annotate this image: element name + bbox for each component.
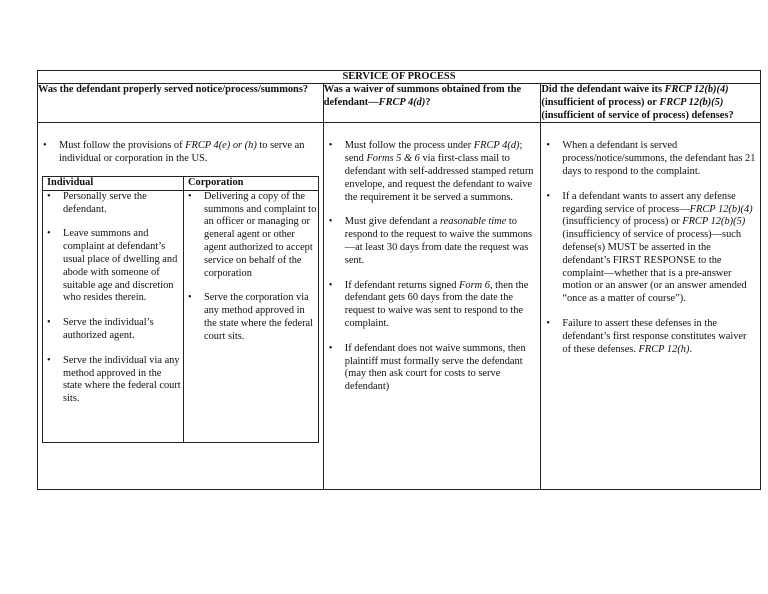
list-item: • Must follow the process under FRCP 4(d); send Forms 5 & 6 via first-class mail to defendant with self-addressed stamped return envelope, and request the defendant to waive the requirement it be served a summons. [324, 140, 537, 204]
individual-methods [43, 190, 184, 442]
list-item: • Personally serve the defendant. [43, 191, 183, 217]
list-item: • Serve the corporation via any method approved in the state where the federal court sits. [184, 292, 318, 343]
individual-corporation-table [42, 176, 319, 443]
list-item: • Leave summons and complaint at defendant’s usual place of dwelling and abode with someone of suitable age and discretion who resides therein. [43, 228, 183, 305]
list-item: • If defendant returns signed Form 6, then the defendant gets 60 days from the date the request to waive was sent to respond to the complaint. [324, 280, 537, 331]
corporation-methods [184, 190, 319, 442]
header-waiver-of-summons: Was a waiver of summons obtained from the defendant—FRCP 4(d)? [323, 84, 541, 123]
corporation-header: Corporation [184, 176, 319, 190]
list-item: • Delivering a copy of the summons and complaint to an officer or managing or general agent or other agent authorized to accept service on behalf of the corporation [184, 191, 318, 281]
header-waive-defenses: Did the defendant waive its FRCP 12(b)(4) (insufficient of process) or FRCP 12(b)(5) (insufficient of service of process) defenses? [541, 84, 761, 123]
list-item: • Must give defendant a reasonable time to respond to the request to waive the summons—at least 30 days from date the request was sent. [324, 216, 537, 267]
list-item: • Must follow the provisions of FRCP 4(e) or (h) to serve an individual or corporation in the US. [38, 140, 319, 166]
list-item: • Serve the individual via any method approved in the state where the federal court sits. [43, 355, 183, 406]
table-title: SERVICE OF PROCESS [38, 71, 761, 84]
list-item: • Failure to assert these defenses in the defendant’s first response constitutes waiver of these defenses. FRCP 12(h). [541, 318, 756, 356]
column-waiver-of-summons [323, 123, 541, 490]
list-item: • When a defendant is served process/notice/summons, the defendant has 21 days to respond to the complaint. [541, 140, 756, 178]
header-proper-service: Was the defendant properly served notice/process/summons? [38, 84, 324, 123]
list-item: • Serve the individual’s authorized agent. [43, 317, 183, 343]
intro-list [38, 123, 323, 166]
list-item: • If a defendant wants to assert any defense regarding service of process—FRCP 12(b)(4) (insufficiency of process) or FRCP 12(b)(5)(insufficiency of service of process)—such defense(s) MUST be asserted in the defendant’s FIRST RESPONSE to the complaint—whether that is a pre-answer motion or an answer (or an answer amended “once as a matter of course”). [541, 191, 756, 306]
individual-header: Individual [43, 176, 184, 190]
column-waive-defenses [541, 123, 761, 490]
service-of-process-table [37, 70, 761, 490]
document-page [37, 70, 761, 502]
list-item: • If defendant does not waive summons, then plaintiff must formally serve the defendant (may then ask court for costs to serve defendant) [324, 343, 537, 394]
column-proper-service [38, 123, 324, 490]
